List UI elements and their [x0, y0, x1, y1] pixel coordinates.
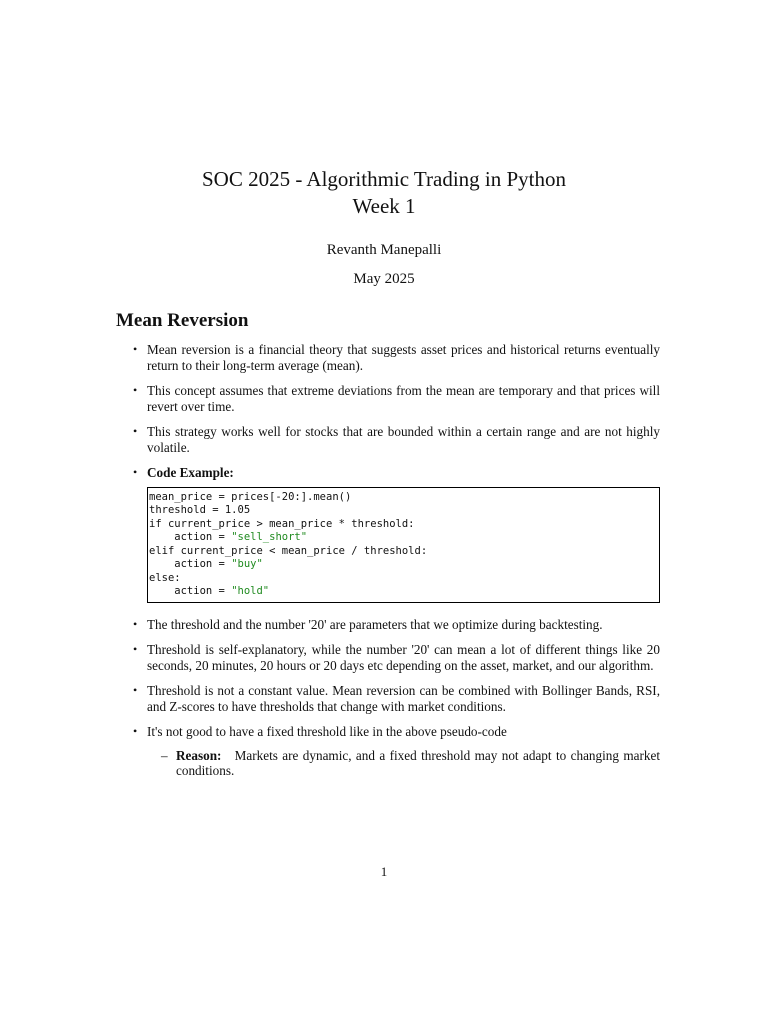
list-item-text: It's not good to have a fixed threshold like in the above pseudo-code — [147, 724, 507, 739]
document-title: SOC 2025 - Algorithmic Trading in Python — [201, 167, 567, 191]
code-line: else: — [149, 571, 181, 584]
sub-list-item — [147, 748, 660, 779]
bullet-icon: • — [133, 465, 138, 479]
list-item — [116, 342, 660, 373]
bullet-icon: • — [133, 642, 138, 656]
bullet-icon: • — [133, 683, 138, 697]
document-date: May 2025 — [353, 271, 415, 287]
bullet-icon: • — [133, 424, 138, 438]
list-item-text: This strategy works well for stocks that are bounded within a certain range and are not highly volatile. — [147, 424, 660, 455]
list-item — [116, 724, 660, 779]
code-string: "hold" — [231, 585, 270, 597]
bullet-icon: • — [133, 342, 138, 356]
code-text: action = — [149, 585, 232, 597]
list-item — [116, 383, 660, 414]
code-block — [147, 487, 660, 603]
list-item-text: Mean reversion is a financial theory that suggests asset prices and historical returns eventually return to their long-term average (mean). — [147, 342, 660, 373]
code-line: threshold = 1.05 — [149, 504, 251, 516]
title-block — [0, 166, 768, 288]
list-item-text: The threshold and the number '20' are parameters that we optimize during backtesting. — [147, 616, 603, 632]
sub-item-text: Markets are dynamic, and a fixed threshold may not adapt to changing market conditions. — [176, 747, 660, 778]
code-line — [149, 531, 654, 545]
code-line — [149, 585, 654, 599]
bullet-icon: • — [133, 724, 138, 738]
bullet-icon: • — [133, 383, 138, 397]
code-string: "sell_short" — [231, 531, 308, 543]
author-name: Revanth Manepalli — [326, 242, 442, 258]
page-number: 1 — [380, 864, 388, 879]
section-heading: Mean Reversion — [116, 310, 249, 331]
sub-item-label: Reason: — [176, 747, 222, 763]
bullet-icon: • — [133, 616, 138, 631]
list-item — [116, 617, 660, 633]
code-text: action = — [149, 531, 232, 543]
list-item — [116, 424, 660, 455]
bullet-list — [116, 342, 660, 789]
code-example-label: Code Example: — [147, 465, 234, 480]
code-line: elif current_price < mean_price / threshold: — [149, 544, 428, 557]
code-string: "buy" — [231, 558, 263, 570]
list-item-text: Threshold is self-explanatory, while the number '20' can mean a lot of different things like 20 seconds, 20 minutes, 20 hours or 20 days etc depending on the asset, market, and our algorithm. — [147, 642, 660, 673]
list-item-text: Threshold is not a constant value. Mean reversion can be combined with Bollinger Bands, RSI, and Z-scores to have thresholds that change with market conditions. — [147, 683, 660, 714]
dash-icon: – — [161, 747, 168, 763]
code-line: mean_price = prices[-20:].mean() — [149, 490, 352, 503]
code-line: if current_price > mean_price * threshold: — [149, 517, 415, 530]
code-line — [149, 558, 654, 572]
document-subtitle: Week 1 — [352, 194, 416, 218]
list-item-text: This concept assumes that extreme deviations from the mean are temporary and that prices will revert over time. — [147, 383, 660, 414]
list-item — [116, 642, 660, 673]
list-item — [116, 683, 660, 714]
list-item-code-example — [116, 465, 660, 481]
code-text: action = — [149, 558, 232, 570]
